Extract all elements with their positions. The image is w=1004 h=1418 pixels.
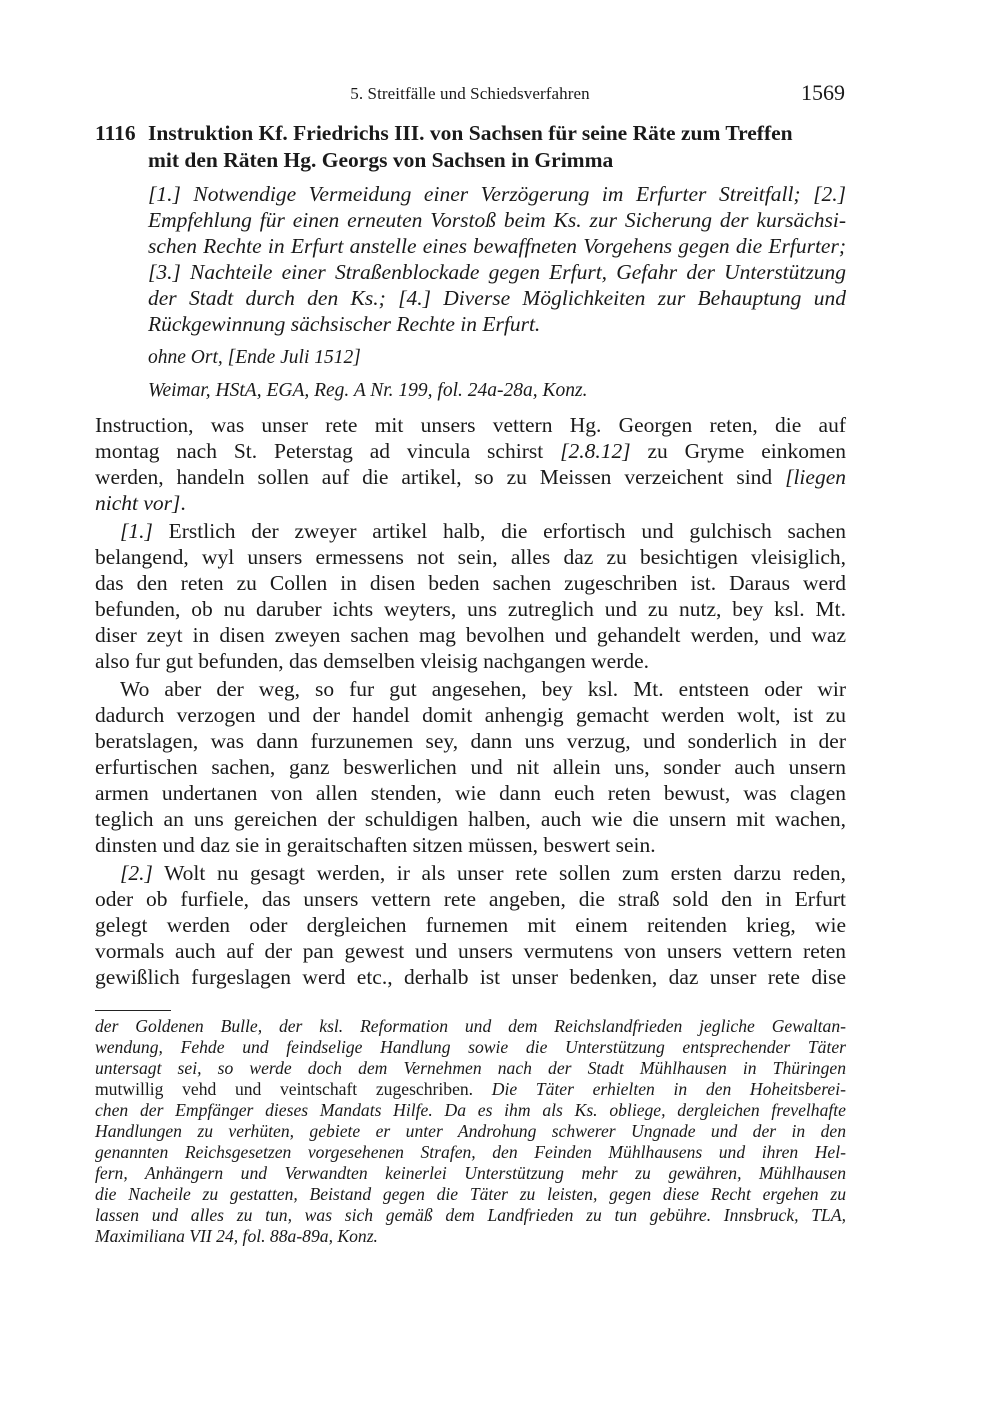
body-line: das den reten zu Collen in disen beden sachen zugeschriben ist. Daraus werd (95, 571, 846, 595)
body-line: gewißlich furgeslagen werd etc., derhalb ist unser bedenken, daz unser rete dise (95, 965, 846, 989)
page-number: 1569 (801, 80, 845, 105)
regest-line: [1.] Notwendige Vermeidung einer Verzögerung im Erfurter Streitfall; [2.] (148, 182, 846, 206)
footnote-line: genannten Reichsgesetzen vorgesehenen Strafen, den Feinden Mühlhausens und ihren Hel- (95, 1142, 846, 1162)
body-line: befunden, ob nu daruber ichts weyters, uns zutreglich und zu nutz, bey ksl. Mt. (95, 597, 846, 621)
document-title-line-2: mit den Räten Hg. Georgs von Sachsen in Grimma (148, 148, 614, 172)
body-line: also fur gut befunden, das demselben vleisig nachgangen werde. (95, 649, 650, 673)
document-title-line-1: Instruktion Kf. Friedrichs III. von Sachsen für seine Räte zum Treffen (148, 121, 793, 145)
regest-line: schen Rechte in Erfurt anstelle eines bewaffneten Vorgehens gegen die Erfurter; (148, 234, 846, 258)
footnote-line: mutwillig vehd und veintschaft zugeschriben. Die Täter erhielten in den Hoheitsberei- (95, 1079, 846, 1099)
footnote-line: Maximiliana VII 24, fol. 88a-89a, Konz. (95, 1226, 378, 1246)
regest-line: Rückgewinnung sächsischer Rechte in Erfurt. (148, 312, 541, 336)
footnote-line: fern, Anhängern und Verwandten keinerlei Unterstützung mehr zu gewähren, Mühlhausen (95, 1163, 846, 1183)
body-line: Instruction, was unser rete mit unsers vettern Hg. Georgen reten, die auf (95, 413, 846, 437)
date-place: ohne Ort, [Ende Juli 1512] (148, 347, 361, 368)
body-line: Wo aber der weg, so fur gut angesehen, bey ksl. Mt. entsteen oder wir (120, 677, 846, 701)
body-line: nicht vor]. (95, 491, 186, 515)
archival-source: Weimar, HStA, EGA, Reg. A Nr. 199, fol. 24a-28a, Konz. (148, 380, 588, 401)
regest-line: Empfehlung für einen erneuten Vorstoß beim Ks. zur Sicherung der kursächsi- (148, 208, 846, 232)
section-marker: [1.] (120, 519, 153, 543)
quoted-source-text: mutwillig vehd und veintschaft zugeschriben. (95, 1079, 474, 1099)
editorial-note: nicht vor] (95, 491, 181, 515)
body-line: [1.] Erstlich der zweyer artikel halb, die erfortisch und gulchisch sachen (120, 519, 846, 543)
body-line: vormals auch auf der pan gewest und unsers vermutens von unsers vettern reten (95, 939, 846, 963)
body-line: diser zeyt in disen zweyen sachen mag bevolhen und gehandelt werden, und waz (95, 623, 846, 647)
regest-line: der Stadt durch den Ks.; [4.] Diverse Möglichkeiten zur Behauptung und (148, 286, 846, 310)
editorial-note: [liegen (785, 465, 846, 489)
footnote-line: wendung, Fehde und feindselige Handlung sowie die Unterstützung entsprechender Täter (95, 1037, 846, 1057)
footnote-line: lassen und alles zu tun, was sich gemäß dem Landfrieden zu tun gebühre. Innsbruck, TLA, (95, 1205, 846, 1225)
body-line: beratslagen, was dann furzunemen sey, dann uns verzug, und sonderlich in der (95, 729, 846, 753)
body-line: oder ob furfiele, das unsers vettern rete angeben, die straß sold den in Erfurt (95, 887, 846, 911)
document-number: 1116 (95, 121, 136, 145)
footnote-line: der Goldenen Bulle, der ksl. Reformation und dem Reichslandfrieden jegliche Gewaltan- (95, 1016, 846, 1036)
running-head-title: 5. Streitfälle und Schiedsverfahren (350, 84, 590, 103)
regest-line: [3.] Nachteile einer Straßenblockade gegen Erfurt, Gefahr der Unterstützung (148, 260, 846, 284)
body-line: armen undertanen von allen stenden, wie dann euch reten bewust, was clagen (95, 781, 846, 805)
body-line: gelegt werden oder dergleichen furnemen mit einem reitenden krieg, wie (95, 913, 846, 937)
body-line: belangend, wyl unsers ermessens not sein, alles daz zu besichtigen vleisiglich, (95, 545, 846, 569)
footnote-line: chen der Empfänger dieses Mandats Hilfe. Da es ihm als Ks. obliege, dergleichen frevelhafte (95, 1100, 846, 1120)
section-marker: [2.] (120, 861, 153, 885)
footnote-line: untersagt sei, so werde doch dem Vernehmen nach der Stadt Mühlhausen in Thüringen (95, 1058, 846, 1078)
body-line: dadurch verzogen und der handel domit anhengig gemacht werden wolt, ist zu (95, 703, 846, 727)
body-line: teglich an uns gereichen der schuldigen halben, auch wie die unsern mit wachen, (95, 807, 846, 831)
body-line: [2.] Wolt nu gesagt werden, ir als unser rete sollen zum ersten darzu reden, (120, 861, 846, 885)
footnote-line: Handlungen zu verhüten, gebiete er unter Androhung schwerer Ungnade und der in den (95, 1121, 846, 1141)
body-line: werden, handeln sollen auf die artikel, so zu Meissen verzeichent sind [liegen (95, 465, 846, 489)
footnote-line: die Nacheile zu gestatten, Beistand gegen die Täter zu leisten, gegen diese Recht ergehen zu (95, 1184, 846, 1204)
body-line: montag nach St. Peterstag ad vincula schirst [2.8.12] zu Gryme einkomen (95, 439, 846, 463)
body-line: erfurtischen sachen, ganz beswerlichen und nit allein uns, sonder auch unsern (95, 755, 846, 779)
date-annotation: [2.8.12] (560, 439, 631, 463)
body-line: dinsten und daz sie in geraitschaften sitzen müssen, beswert sein. (95, 833, 656, 857)
